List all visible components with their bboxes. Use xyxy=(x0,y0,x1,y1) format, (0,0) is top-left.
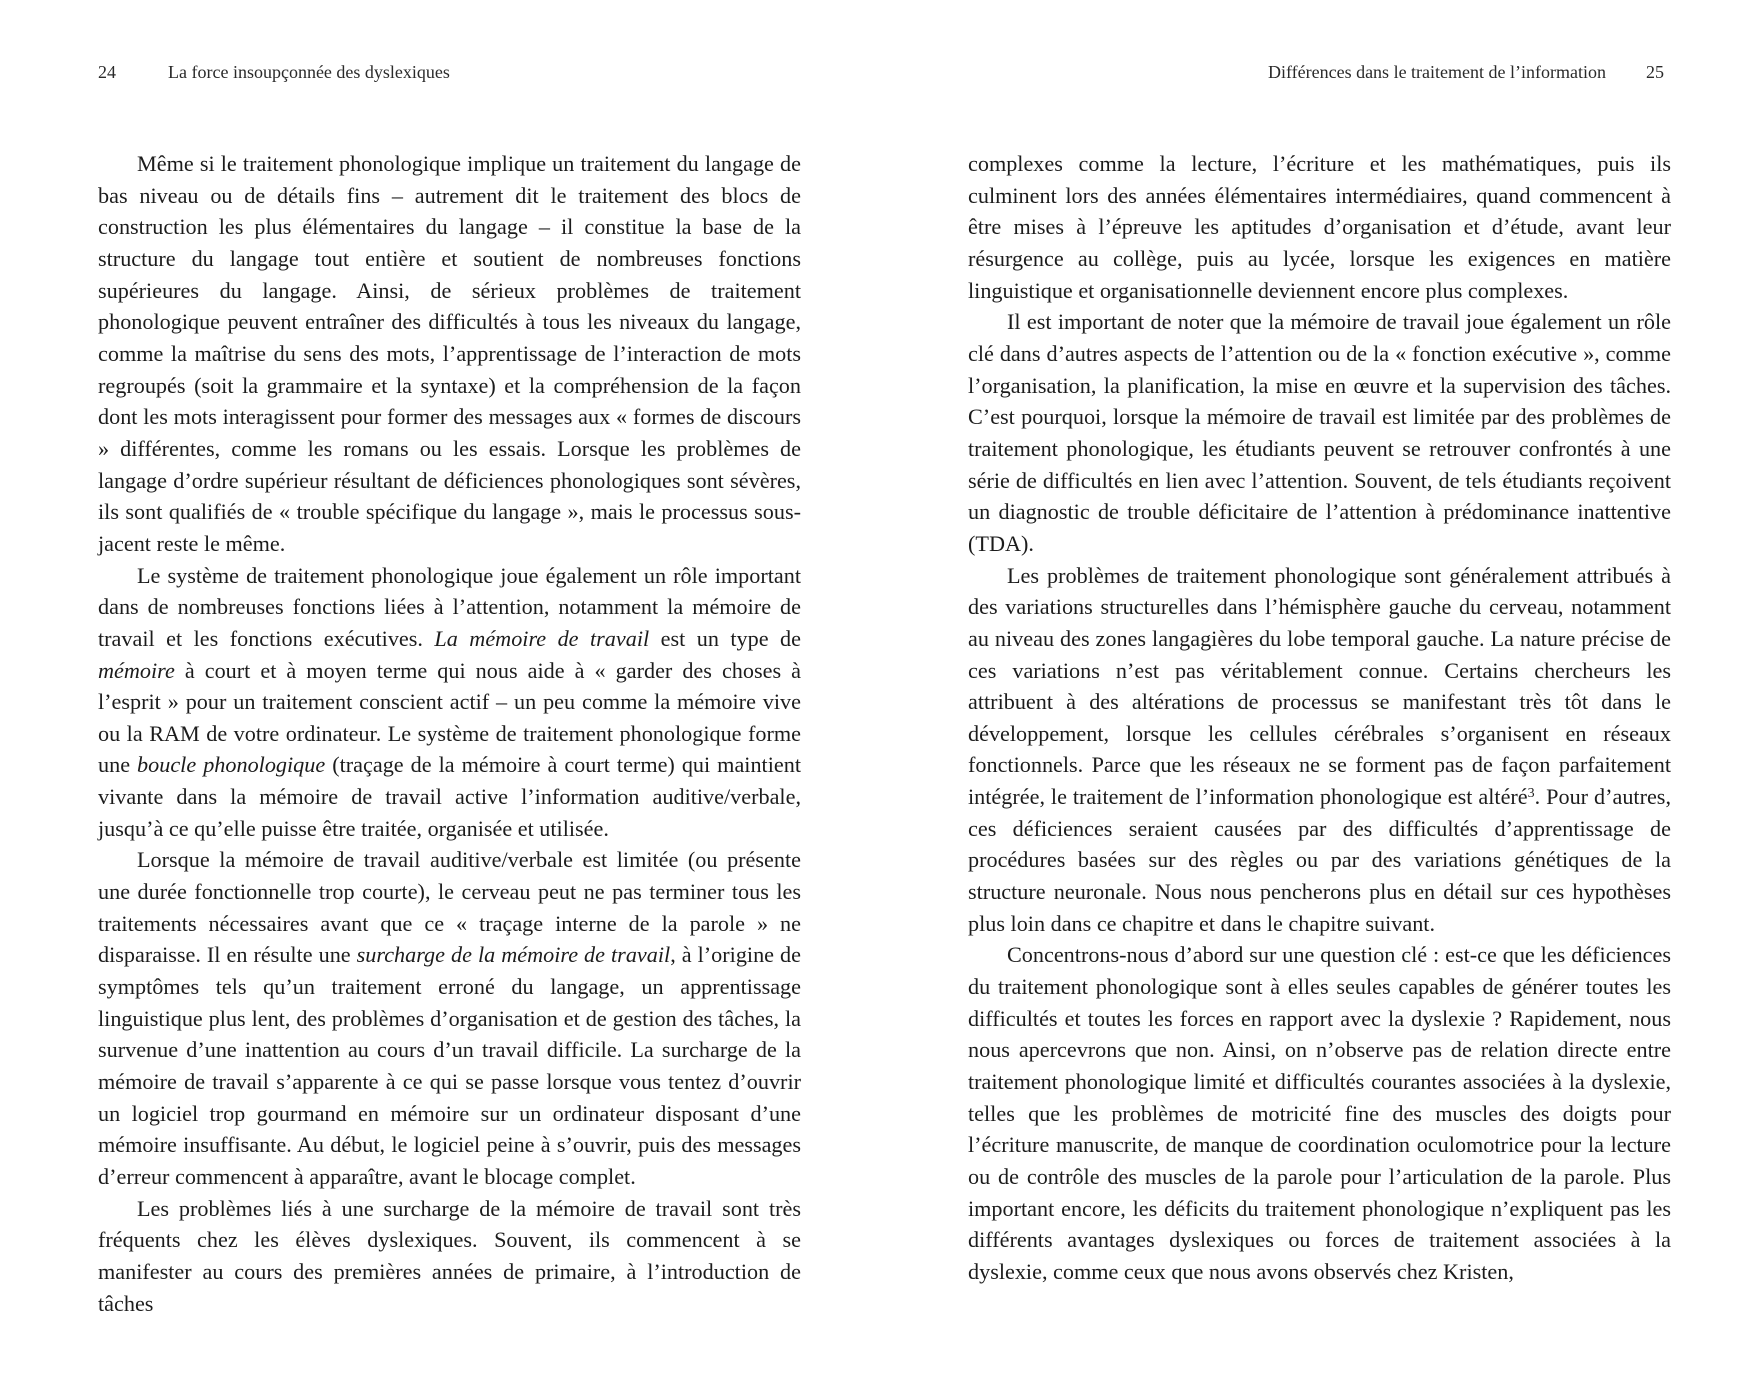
text-run: . Pour d’autres, ces déficiences seraient causées par des difficultés d’apprentissage de procédures basées sur des règles ou par des variations génétiques de la structure neuronale. Nous nous pencherons plus en détail sur ces hypothèses plus loin dans ce chapitre et dans le chapitre suivant. xyxy=(968,784,1671,936)
italic-term: mémoire xyxy=(98,657,175,683)
italic-term: surcharge de la mémoire de travail xyxy=(356,942,671,968)
body-paragraph xyxy=(98,148,801,560)
text-run: Lorsque la mémoire de travail auditive/verbale est limitée (ou présente une durée fonctionnelle trop courte), le cerveau peut ne pas terminer tous les traitements nécessaires avant que ce « traçage interne de la parole » ne disparaisse. Il en résulte une xyxy=(98,847,801,968)
text-run: Même si le traitement phonologique implique un traitement du langage de bas niveau ou de détails fins – autrement dit le traitement des blocs de construction les plus élémentaires du langage – il constitue la base de la structure du langage tout entière et soutient de nombreuses fonctions supérieures du langage. Ainsi, de sérieux problèmes de traitement phonologique peuvent entraîner des difficultés à tous les niveaux du langage, comme la maîtrise du sens des mots, l’apprentissage de l’interaction de mots regroupés (soit la grammaire et la syntaxe) et la compréhension de la façon dont les mots interagissent pour former des messages aux « formes de discours » différentes, comme les romans ou les essais. Lorsque les problèmes de langage d’ordre supérieur résultant de déficiences phonologiques sont sévères, ils sont qualifiés de « trouble spécifique du langage », mais le processus sous-jacent reste le même. xyxy=(98,151,801,556)
text-run: Les problèmes de traitement phonologique sont généralement attribués à des variations structurelles dans l’hémisphère gauche du cerveau, notamment au niveau des zones langagières du lobe temporal gauche. La nature précise de ces variations n’est pas véritablement connue. Certains chercheurs les attribuent à des altérations de processus se manifestant très tôt dans le développement, lorsque les cellules cérébrales s’organisent en réseaux fonctionnels. Parce que les réseaux ne se forment pas de façon parfaitement intégrée, le traitement de l’information phonologique est altéré xyxy=(968,562,1671,810)
text-run: à court et à moyen terme qui nous aide à « garder des choses à l’esprit » pour un traitement conscient actif – un peu comme la mémoire vive ou la RAM de votre ordinateur. Le système de traitement phonologique forme une xyxy=(98,657,801,778)
text-run: complexes comme la lecture, l’écriture et les mathématiques, puis ils culminent lors des années élémentaires intermédiaires, quand commencent à être mises à l’épreuve les aptitudes d’organisation et d’étude, avant leur résurgence au collège, puis au lycée, lorsque les exigences en matière linguistique et organisationnelle deviennent encore plus complexes. xyxy=(968,151,1671,303)
text-run: (traçage de la mémoire à court terme) qui maintient vivante dans la mémoire de travail active l’information auditive/verbale, jusqu’à ce qu’elle puisse être traitée, organisée et utilisée. xyxy=(98,752,801,841)
text-run: , à l’origine de symptômes tels qu’un traitement erroné du langage, un apprentissage linguistique plus lent, des problèmes d’organisation et de gestion des tâches, la survenue d’une inattention au cours d’un travail difficile. La surcharge de la mémoire de travail s’apparente à ce qui se passe lorsque vous tentez d’ouvrir un logiciel trop gourmand en mémoire sur un ordinateur disposant d’une mémoire insuffisante. Au début, le logiciel peine à s’ouvrir, puis des messages d’erreur commencent à apparaître, avant le blocage complet. xyxy=(98,942,801,1189)
body-paragraph xyxy=(98,1193,801,1320)
text-run: Il est important de noter que la mémoire de travail joue également un rôle clé dans d’autres aspects de l’attention ou de la « fonction exécutive », comme l’organisation, la planification, la mise en œuvre et la supervision des tâches. C’est pourquoi, lorsque la mémoire de travail est limitée par des problèmes de traitement phonologique, les étudiants peuvent se retrouver confrontés à une série de difficultés en lien avec l’attention. Souvent, de tels étudiants reçoivent un diagnostic de trouble déficitaire de l’attention à prédominance inattentive (TDA). xyxy=(968,309,1671,556)
left-page-body xyxy=(98,148,801,1319)
right-running-title: Différences dans le traitement de l’information xyxy=(1267,62,1606,82)
italic-term: boucle phonologique xyxy=(137,752,326,778)
left-page-number: 24 xyxy=(98,62,116,82)
body-paragraph xyxy=(98,844,801,1192)
body-paragraph xyxy=(968,560,1671,940)
body-paragraph xyxy=(98,560,801,845)
right-page-body xyxy=(968,148,1671,1288)
body-paragraph xyxy=(968,939,1671,1287)
body-paragraph xyxy=(968,306,1671,559)
right-page-number: 25 xyxy=(1646,62,1664,82)
body-paragraph xyxy=(968,148,1671,306)
text-run: Le système de traitement phonologique joue également un rôle important dans de nombreuses fonctions liées à l’attention, notamment la mémoire de travail et les fonctions exécutives. xyxy=(98,562,801,651)
left-running-title: La force insoupçonnée des dyslexiques xyxy=(168,62,450,82)
left-running-head xyxy=(98,60,450,84)
right-running-head xyxy=(1268,60,1664,84)
text-run: est un type de xyxy=(649,625,801,651)
italic-term: La mémoire de travail xyxy=(434,625,650,651)
text-run: Concentrons-nous d’abord sur une question clé : est-ce que les déficiences du traitement phonologique sont à elles seules capables de générer toutes les difficultés et toutes les forces en rapport avec la dyslexie ? Rapidement, nous nous apercevrons que non. Ainsi, on n’observe pas de relation directe entre traitement phonologique limité et difficultés courantes associées à la dyslexie, telles que les problèmes de motricité fine des muscles des doigts pour l’écriture manuscrite, de manque de coordination oculomotrice pour la lecture ou de contrôle des muscles de la parole pour l’articulation de la parole. Plus important encore, les déficits du traitement phonologique n’expliquent pas les différents avantages dyslexiques ou forces de traitement associées à la dyslexie, comme ceux que nous avons observés chez Kristen, xyxy=(968,942,1671,1284)
text-run: Les problèmes liés à une surcharge de la mémoire de travail sont très fréquents chez les élèves dyslexiques. Souvent, ils commencent à se manifester au cours des premières années de primaire, à l’introduction de tâches xyxy=(98,1195,801,1316)
footnote-ref: 3 xyxy=(1527,786,1535,802)
